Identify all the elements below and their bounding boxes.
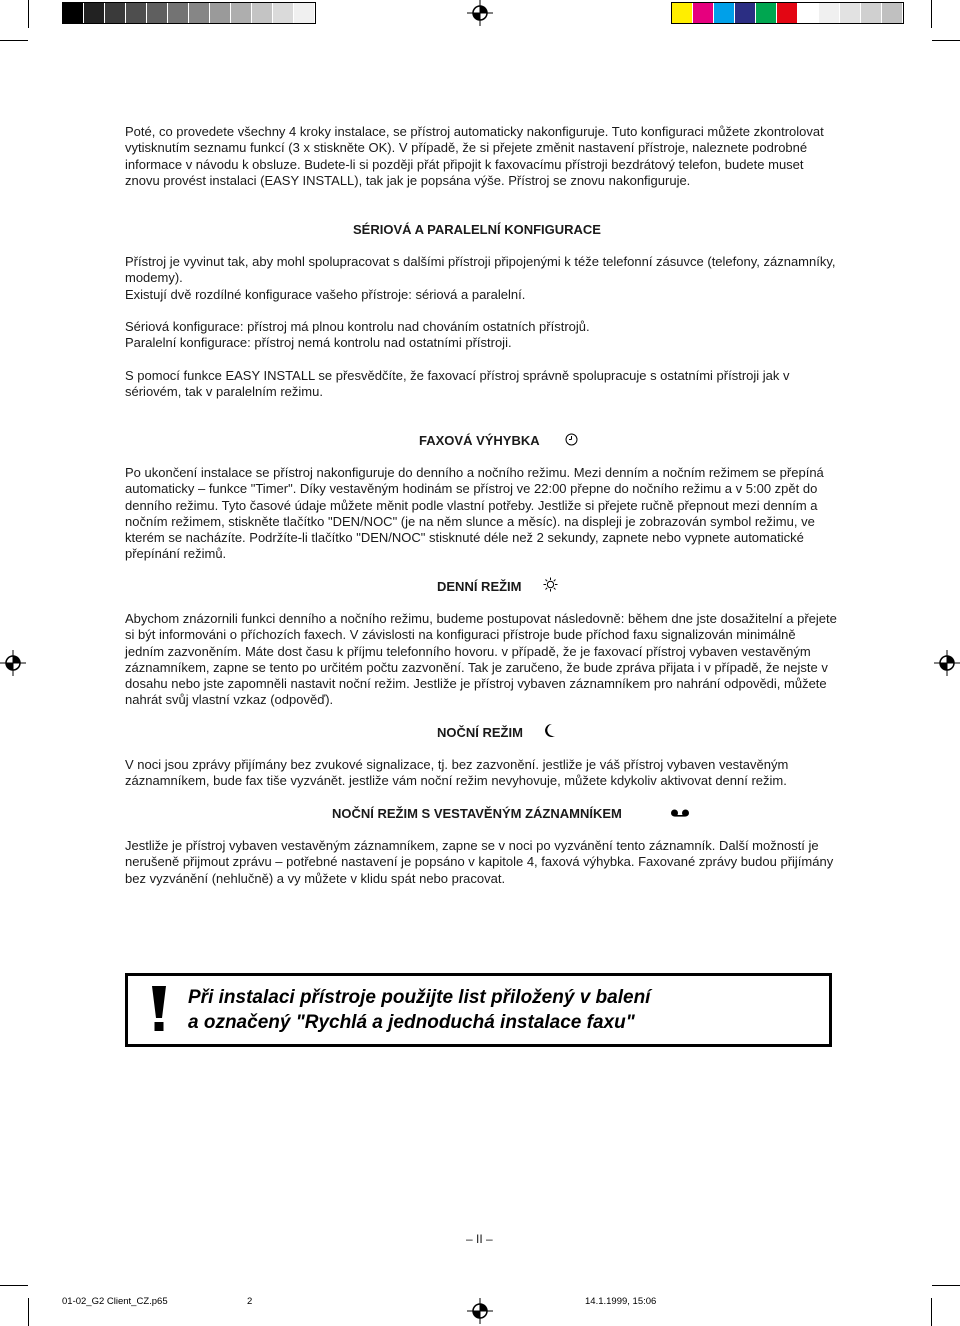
warning-line-1: Při instalaci přístroje použijte list přiložený v balení	[188, 987, 651, 1008]
color-swatch	[714, 3, 735, 23]
gray-calibration-bar	[62, 2, 316, 24]
warning-text	[188, 985, 650, 1035]
registration-mark-icon	[467, 1298, 493, 1324]
crop-mark	[931, 0, 932, 28]
color-swatch	[861, 3, 882, 23]
footer-page: 2	[247, 1296, 253, 1307]
section-heading-night-mode: NOČNÍ REŽIM	[437, 725, 523, 740]
color-swatch	[84, 3, 105, 23]
crop-mark	[28, 1298, 29, 1326]
moon-icon	[544, 723, 556, 738]
section-heading-day-mode: DENNÍ REŽIM	[437, 579, 522, 594]
crop-mark	[0, 1285, 28, 1286]
day-mode-paragraph: Abychom znázornili funkci denního a nočního režimu, budeme postupovat následovně: během dne jste dosažitelní a přejete si být informováni o příchozích faxech. V závislosti na konfiguraci přístroje bude příchod faxu signalizován minimálně jedním zazvoněním. Máte dost času k příjmu telefonního hovoru. v případě, že je faxovací přístroj vybaven vestavěným záznamníkem, zapne se tento po určitém počtu zazvonění. Tak je zaručeno, že bude zpráva přijata i v případě, že nejste v dosahu nebo jste zapomněli nastavit noční režim. Jestliže je přístroj vybaven záznamníkem pro nahrání odpovědi, můžete nahrát svůj vlastní vzkaz (odpověď).	[125, 611, 837, 708]
registration-mark-icon	[0, 650, 26, 676]
section-heading-night-mode-tam: NOČNÍ REŽIM S VESTAVĚNÝM ZÁZNAMNÍKEM	[332, 806, 622, 821]
color-swatch	[840, 3, 861, 23]
section-heading-fax-switch: FAXOVÁ VÝHYBKA	[419, 433, 540, 448]
color-swatch	[105, 3, 126, 23]
color-swatch	[777, 3, 798, 23]
color-swatch	[798, 3, 819, 23]
color-swatch	[210, 3, 231, 23]
warning-line-2: a označený "Rychlá a jednoduchá instalace faxu"	[188, 1012, 635, 1033]
night-mode-paragraph: V noci jsou zprávy přijímány bez zvukové signalizace, tj. bez zazvonění. jestliže je váš přístroj vybaven vestavěným záznamníkem, bude fax tiše vyzvánět. jestliže vám noční režim nevyhovuje, můžete kdykoliv aktivovat denní režim.	[125, 757, 789, 789]
serial-paragraph-4: Paralelní konfigurace: přístroj nemá kontrolu nad ostatními přístroji.	[125, 335, 512, 350]
crop-mark	[0, 40, 28, 41]
clock-icon	[565, 433, 578, 446]
crop-mark	[28, 0, 29, 28]
color-swatch	[231, 3, 252, 23]
color-swatch	[735, 3, 756, 23]
color-swatch	[273, 3, 294, 23]
intro-paragraph: Poté, co provedete všechny 4 kroky instalace, se přístroj automaticky nakonfiguruje. Tuto konfiguraci můžete zkontrolovat vytisknutím seznamu funkcí (3 x stiskněte OK). V případě, že si přejete změnit nastavení přístroje, naleznete podrobné informace v návodu k obsluze. Budete-li si později přát připojit k faxovacímu přístroji bezdrátový telefon, budete muset znovu provést instalaci (EASY INSTALL), tak jak je popsána výše. Přístroj se znovu nakonfiguruje.	[125, 124, 824, 188]
color-swatch	[63, 3, 84, 23]
color-swatch	[756, 3, 777, 23]
sun-icon	[543, 577, 558, 592]
color-swatch	[252, 3, 273, 23]
fax-switch-paragraph: Po ukončení instalace se přístroj nakonfiguruje do denního a nočního režimu. Mezi denním a nočním režimem se přepíná automaticky – funkce "Timer". Díky vestavěným hodinám se přístroj ve 22:00 přepne do nočního režimu a v 5:00 zpět do denního režimu. Tyto časové údaje můžete měnit podle vlastní potřeby. Jestliže si přejete ručně přepnout mezi denním a nočním režimem, stiskněte tlačítko "DEN/NOC" (je na něm slunce a měsíc). na displeji je zobrazován symbol režimu, ve kterém se nacházíte. Podržíte-li tlačítko "DEN/NOC" stisknuté déle než 2 sekundy, zapnete nebo vypnete automatické přepínání režimů.	[125, 465, 824, 562]
crop-mark	[931, 1298, 932, 1326]
color-swatch	[147, 3, 168, 23]
color-swatch	[294, 3, 315, 23]
page-number: – II –	[466, 1232, 493, 1246]
exclamation-icon	[139, 984, 179, 1034]
tape-icon	[670, 807, 690, 819]
crop-mark	[932, 40, 960, 41]
footer-datetime: 14.1.1999, 15:06	[585, 1296, 657, 1307]
color-swatch	[882, 3, 903, 23]
color-swatch	[168, 3, 189, 23]
serial-paragraph-3: Sériová konfigurace: přístroj má plnou kontrolu nad chováním ostatních přístrojů.	[125, 319, 590, 334]
warning-box	[125, 973, 832, 1047]
color-swatch	[693, 3, 714, 23]
footer-filename: 01-02_G2 Client_CZ.p65	[62, 1296, 168, 1307]
section-heading-serial-parallel: SÉRIOVÁ A PARALELNÍ KONFIGURACE	[353, 222, 601, 237]
crop-mark	[932, 1285, 960, 1286]
serial-paragraph-5: S pomocí funkce EASY INSTALL se přesvědčíte, že faxovací přístroj správně spolupracuje s ostatními přístroji jak v sériovém, tak v paralelním režimu.	[125, 368, 790, 400]
registration-mark-icon	[934, 650, 960, 676]
night-mode-tam-paragraph: Jestliže je přístroj vybaven vestavěným záznamníkem, zapne se v noci po vyzvánění tento záznamník. Další možností je nerušeně přijmout zprávu – potřebné nastavení je popsáno v kapitole 4, faxová výhybka. Faxované zprávy budou přijímány bez vyzvánění (nehlučně) a vy můžete v klidu spát nebo pracovat.	[125, 838, 834, 886]
registration-mark-icon	[467, 0, 493, 26]
serial-paragraph-1: Přístroj je vyvinut tak, aby mohl spolupracovat s dalšími přístroji připojenými k téže telefonní zásuvce (telefony, záznamníky, modemy).	[125, 254, 836, 286]
color-calibration-bar	[671, 2, 904, 24]
color-swatch	[126, 3, 147, 23]
serial-paragraph-2: Existují dvě rozdílné konfigurace vašeho přístroje: sériová a paralelní.	[125, 287, 526, 302]
color-swatch	[189, 3, 210, 23]
color-swatch	[672, 3, 693, 23]
color-swatch	[819, 3, 840, 23]
